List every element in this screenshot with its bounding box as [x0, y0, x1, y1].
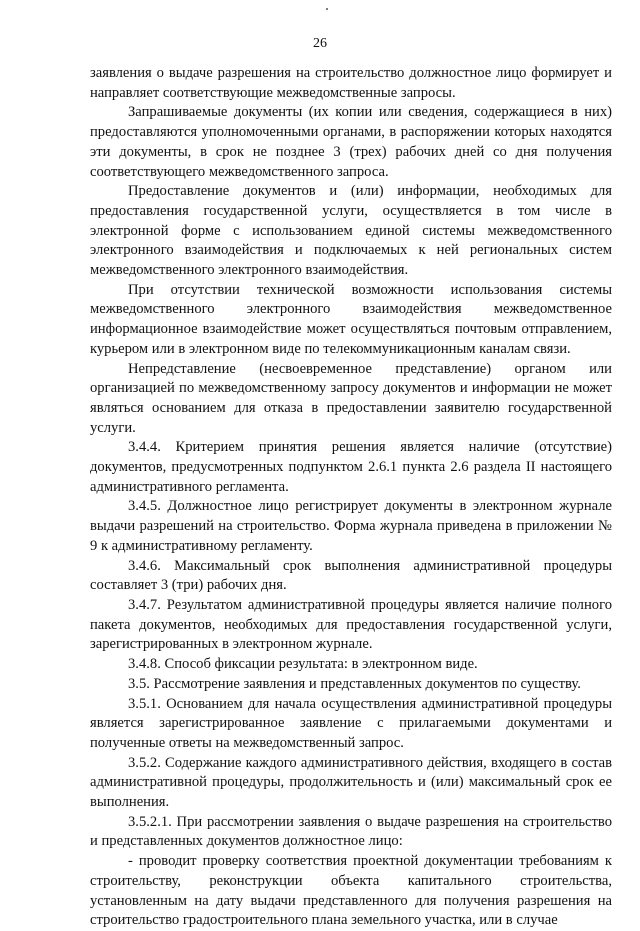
- paragraph-3-5: 3.5. Рассмотрение заявления и представленных документов по существу.: [128, 675, 581, 692]
- paragraph-electronic-interaction: Предоставление документов и (или) информации, необходимых для предоставления государственной услуги, осуществляется в том числе в электронной форме с использованием единой системы межведомственного электронного взаимодействия и подключаемых к ней региональных систем межведомственного электронного взаимодействия.: [90, 183, 612, 279]
- paragraph-3-4-4: 3.4.4. Критерием принятия решения является наличие (отсутствие) документов, предусмотренных подпунктом 2.6.1 пункта 2.6 раздела II настоящего административного регламента.: [90, 439, 612, 495]
- paragraph-non-submission: Непредставление (несвоевременное представление) органом или организацией по межведомственному запросу документов и информации не может являться основанием для отказа в предоставлении заявителю государственной услуги.: [90, 360, 612, 436]
- paragraph-3-4-8: 3.4.8. Способ фиксации результата: в электронном виде.: [128, 656, 478, 673]
- document-body: [90, 64, 612, 931]
- scan-artifact-dot: [326, 8, 328, 10]
- paragraph-continuation: заявления о выдаче разрешения на строительство должностное лицо формирует и направляет соответствующие межведомственные запросы.: [90, 65, 612, 101]
- page-number: 26: [313, 36, 327, 51]
- paragraph-requested-documents: Запрашиваемые документы (их копии или сведения, содержащиеся в них) предоставляются уполномоченными органами, в распоряжении которых находятся эти документы, в срок не позднее 3 (трех) рабочих дней со дня получения соответствующего межведомственного запроса.: [90, 104, 612, 180]
- paragraph-3-4-5: 3.4.5. Должностное лицо регистрирует документы в электронном журнале выдачи разрешений на строительство. Форма журнала приведена в приложении № 9 к административному регламенту.: [90, 498, 612, 554]
- paragraph-3-5-1: 3.5.1. Основанием для начала осуществления административной процедуры является зарегистрированное заявление с прилагаемыми документами и полученные ответы на межведомственный запрос.: [90, 695, 612, 751]
- paragraph-3-4-6: 3.4.6. Максимальный срок выполнения административной процедуры составляет 3 (три) рабочих дня.: [90, 557, 612, 594]
- paragraph-3-4-7: 3.4.7. Результатом административной процедуры является наличие полного пакета документов, необходимых для предоставления государственной услуги, зарегистрированных в электронном журнале.: [90, 596, 612, 653]
- paragraph-3-5-2: 3.5.2. Содержание каждого административного действия, входящего в состав административной процедуры, продолжительность и (или) максимальный срок ее выполнения.: [90, 754, 612, 811]
- paragraph-check-compliance: - проводит проверку соответствия проектной документации требованиям к строительству, реконструкции объекта капитального строительства, установленным на дату выдачи представленного для получения разрешения на строительство градостроительного плана земельного участка, или в случае: [90, 853, 612, 929]
- paragraph-no-technical-possibility: При отсутствии технической возможности использования системы межведомственного электронного взаимодействия межведомственное информационное взаимодействие может осуществляться почтовым отправлением, курьером или в электронном виде по телекоммуникационным каналам связи.: [90, 281, 612, 357]
- paragraph-3-5-2-1: 3.5.2.1. При рассмотрении заявления о выдаче разрешения на строительство и представленных документов должностное лицо:: [90, 813, 612, 850]
